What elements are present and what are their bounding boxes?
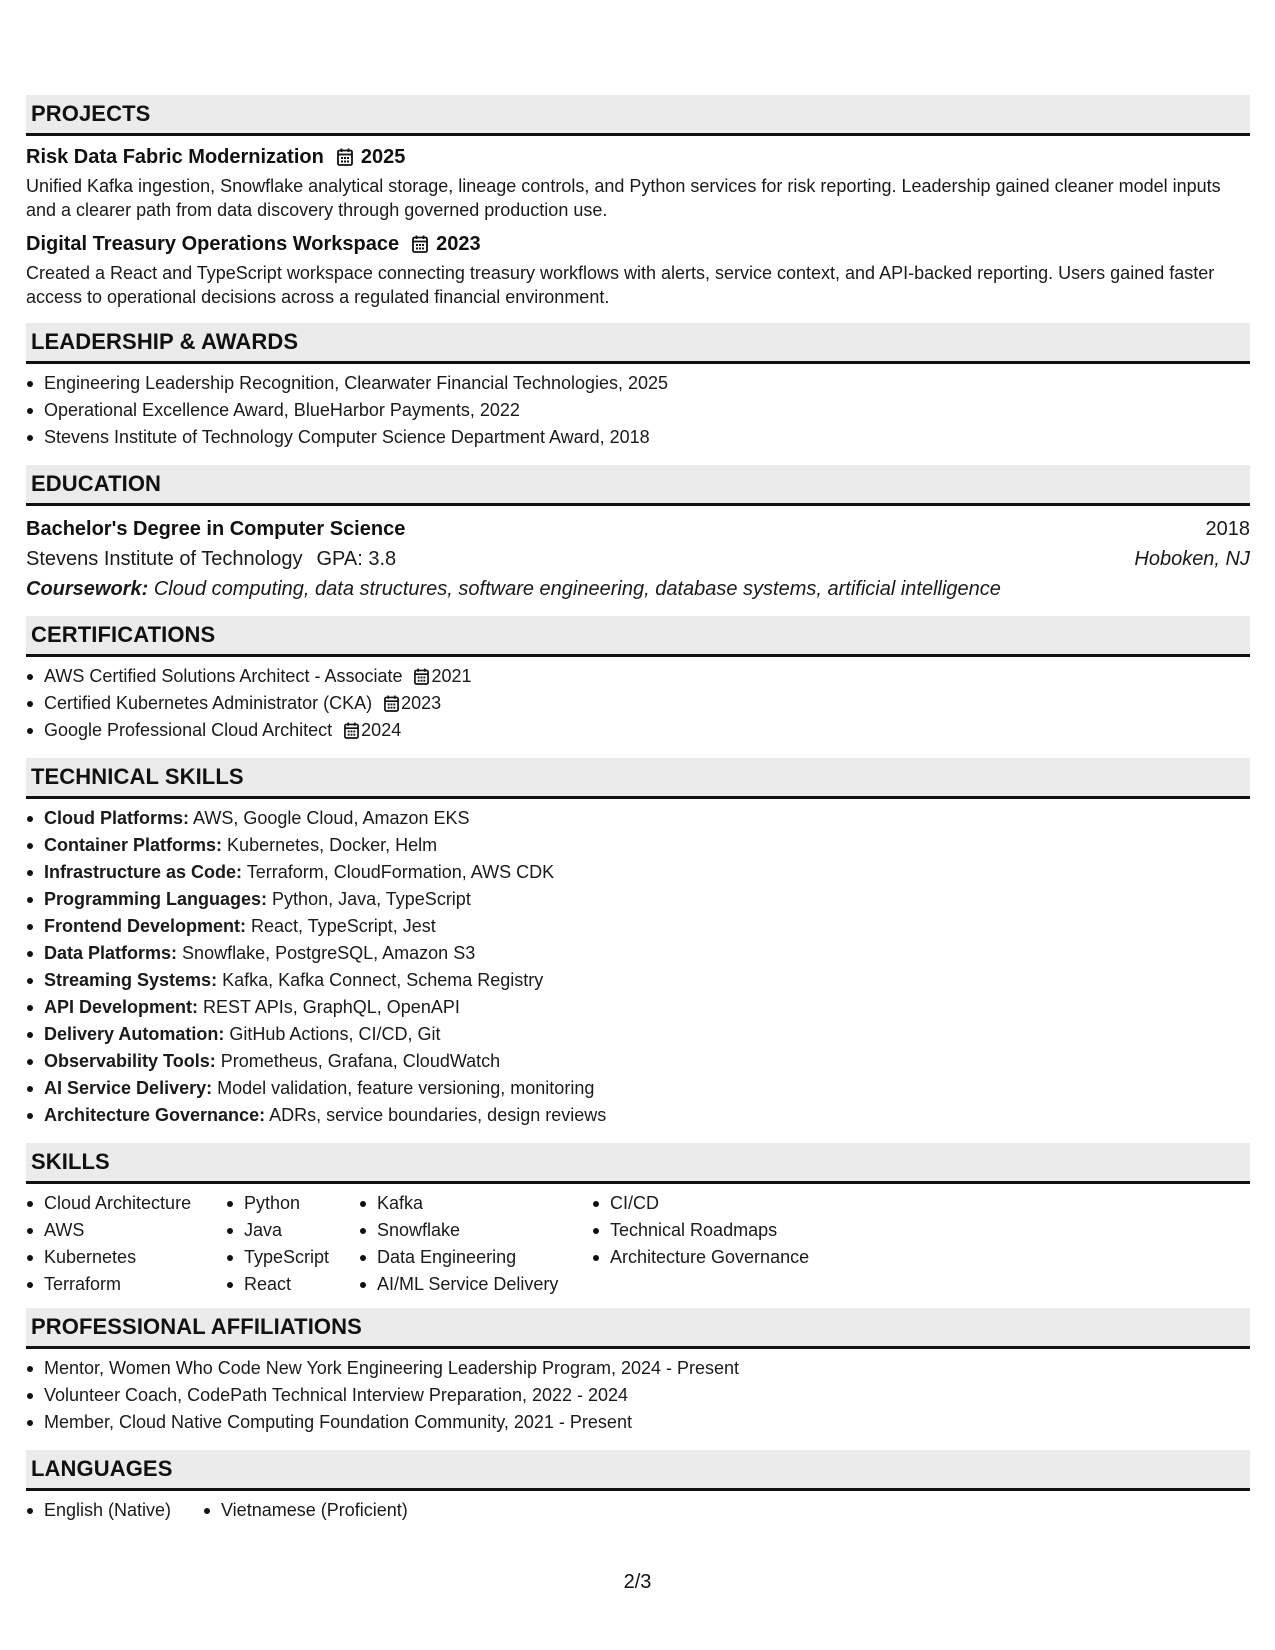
- project-year: 2025: [360, 145, 406, 168]
- list-item: [26, 913, 1250, 940]
- coursework: Cloud computing, data structures, software engineering, database systems, artificial intelligence: [153, 578, 1001, 600]
- list-item: [26, 832, 1250, 859]
- list-item: Java: [226, 1217, 359, 1244]
- skill-category: Observability Tools:: [44, 1051, 216, 1071]
- project-description: Created a React and TypeScript workspace connecting treasury workflows with alerts, service context, and API-backed reporting. Users gained faster access to operational decisions across a regulated financial environment.: [26, 263, 1215, 307]
- list-item: [26, 717, 1250, 744]
- skill-values: Terraform, CloudFormation, AWS CDK: [246, 862, 555, 882]
- list-item: Terraform: [26, 1271, 226, 1298]
- skill-values: Kubernetes, Docker, Helm: [227, 835, 438, 855]
- project-title: Digital Treasury Operations Workspace: [26, 232, 400, 255]
- certification-year: 2024: [361, 720, 402, 740]
- degree-title: Bachelor's Degree in Computer Science: [26, 518, 406, 540]
- list-item: [26, 690, 1250, 717]
- education-entry: [26, 506, 1250, 616]
- graduation-year: 2018: [1205, 518, 1250, 540]
- gpa: GPA: 3.8: [316, 548, 397, 570]
- resume-page: [26, 95, 1250, 1534]
- languages-column: [203, 1497, 408, 1524]
- list-item: AWS: [26, 1217, 226, 1244]
- list-item: [26, 663, 1250, 690]
- skill-values: GitHub Actions, CI/CD, Git: [229, 1024, 441, 1044]
- list-item: Cloud Architecture: [26, 1190, 226, 1217]
- list-item: AI/ML Service Delivery: [359, 1271, 592, 1298]
- skill-category: Cloud Platforms:: [44, 808, 190, 828]
- certification-name: AWS Certified Solutions Architect - Associate: [44, 666, 403, 686]
- list-item: Kubernetes: [26, 1244, 226, 1271]
- list-item: Data Engineering: [359, 1244, 592, 1271]
- list-item: Stevens Institute of Technology Computer Science Department Award, 2018: [26, 424, 1250, 451]
- section-header-languages: LANGUAGES: [26, 1450, 1250, 1491]
- skill-values: Prometheus, Grafana, CloudWatch: [220, 1051, 501, 1071]
- calendar-icon: [344, 722, 359, 739]
- list-item: [26, 1048, 1250, 1075]
- list-item: [26, 886, 1250, 913]
- skill-category: Container Platforms:: [44, 835, 223, 855]
- list-item: [26, 940, 1250, 967]
- skill-values: REST APIs, GraphQL, OpenAPI: [203, 997, 460, 1017]
- skills-column: [359, 1190, 592, 1298]
- project-title: Risk Data Fabric Modernization: [26, 145, 324, 168]
- school-name: Stevens Institute of Technology: [26, 548, 303, 570]
- calendar-icon: [337, 148, 353, 166]
- certification-name: Certified Kubernetes Administrator (CKA): [44, 693, 373, 713]
- list-item: Member, Cloud Native Computing Foundation Community, 2021 - Present: [26, 1409, 1250, 1436]
- list-item: [26, 1021, 1250, 1048]
- list-item: English (Native): [26, 1497, 203, 1524]
- calendar-icon: [414, 668, 429, 685]
- section-header-skills: SKILLS: [26, 1143, 1250, 1184]
- list-item: Python: [226, 1190, 359, 1217]
- skill-values: React, TypeScript, Jest: [251, 916, 436, 936]
- list-item: [26, 805, 1250, 832]
- skill-category: AI Service Delivery:: [44, 1078, 213, 1098]
- calendar-icon: [412, 235, 428, 253]
- list-item: CI/CD: [592, 1190, 852, 1217]
- school-location: Hoboken, NJ: [1134, 548, 1250, 570]
- skill-values: Kafka, Kafka Connect, Schema Registry: [222, 970, 544, 990]
- certification-year: 2021: [431, 666, 472, 686]
- skills-grid: [26, 1184, 1250, 1308]
- certification-year: 2023: [401, 693, 442, 713]
- skill-values: Snowflake, PostgreSQL, Amazon S3: [182, 943, 476, 963]
- skill-category: Frontend Development:: [44, 916, 247, 936]
- affiliations-list: [26, 1349, 1250, 1450]
- certifications-list: [26, 657, 1250, 758]
- list-item: Architecture Governance: [592, 1244, 852, 1271]
- list-item: React: [226, 1271, 359, 1298]
- project-item: [26, 231, 1250, 309]
- skill-category: Delivery Automation:: [44, 1024, 225, 1044]
- languages-column: [26, 1497, 203, 1524]
- calendar-icon: [384, 695, 399, 712]
- skill-category: Programming Languages:: [44, 889, 268, 909]
- section-header-technical-skills: TECHNICAL SKILLS: [26, 758, 1250, 799]
- skills-column: [226, 1190, 359, 1298]
- list-item: TypeScript: [226, 1244, 359, 1271]
- list-item: Kafka: [359, 1190, 592, 1217]
- list-item: Vietnamese (Proficient): [203, 1497, 408, 1524]
- list-item: Engineering Leadership Recognition, Clearwater Financial Technologies, 2025: [26, 370, 1250, 397]
- skill-values: Model validation, feature versioning, monitoring: [217, 1078, 595, 1098]
- list-item: Volunteer Coach, CodePath Technical Interview Preparation, 2022 - 2024: [26, 1382, 1250, 1409]
- project-item: [26, 144, 1250, 222]
- skill-category: Streaming Systems:: [44, 970, 218, 990]
- list-item: Technical Roadmaps: [592, 1217, 852, 1244]
- section-header-certifications: CERTIFICATIONS: [26, 616, 1250, 657]
- section-header-affiliations: PROFESSIONAL AFFILIATIONS: [26, 1308, 1250, 1349]
- skill-values: AWS, Google Cloud, Amazon EKS: [193, 808, 470, 828]
- skill-category: Data Platforms:: [44, 943, 178, 963]
- list-item: [26, 859, 1250, 886]
- list-item: [26, 1102, 1250, 1129]
- project-description: Unified Kafka ingestion, Snowflake analytical storage, lineage controls, and Python services for risk reporting. Leadership gained cleaner model inputs and a clearer path from data discovery through governed production use.: [26, 176, 1221, 220]
- skill-category: API Development:: [44, 997, 199, 1017]
- skill-values: ADRs, service boundaries, design reviews: [269, 1105, 607, 1125]
- list-item: [26, 1075, 1250, 1102]
- technical-skills-list: [26, 799, 1250, 1143]
- list-item: Mentor, Women Who Code New York Engineering Leadership Program, 2024 - Present: [26, 1355, 1250, 1382]
- skills-column: [26, 1190, 226, 1298]
- list-item: Snowflake: [359, 1217, 592, 1244]
- skill-category: Infrastructure as Code:: [44, 862, 243, 882]
- list-item: Operational Excellence Award, BlueHarbor Payments, 2022: [26, 397, 1250, 424]
- certification-name: Google Professional Cloud Architect: [44, 720, 333, 740]
- section-header-projects: PROJECTS: [26, 95, 1250, 136]
- skill-category: Architecture Governance:: [44, 1105, 266, 1125]
- list-item: [26, 967, 1250, 994]
- skills-column: [592, 1190, 852, 1298]
- coursework-label: Coursework:: [26, 578, 149, 600]
- page-number: 2/3: [623, 1571, 652, 1593]
- section-header-leadership: LEADERSHIP & AWARDS: [26, 323, 1250, 364]
- list-item: [26, 994, 1250, 1021]
- languages-list: [26, 1491, 1250, 1534]
- leadership-list: [26, 364, 1250, 465]
- project-year: 2023: [436, 232, 481, 255]
- skill-values: Python, Java, TypeScript: [272, 889, 471, 909]
- section-header-education: EDUCATION: [26, 465, 1250, 506]
